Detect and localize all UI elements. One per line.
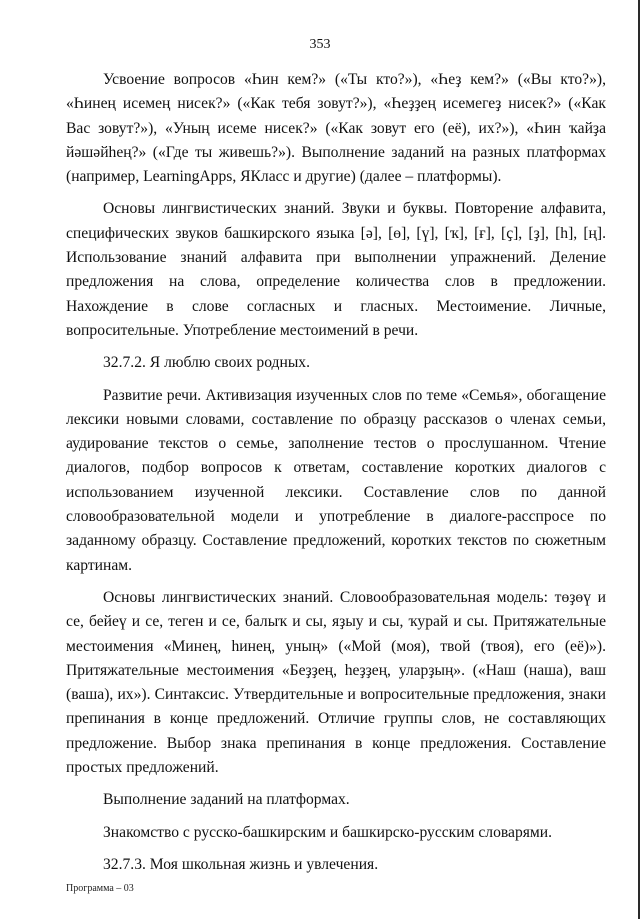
page-footer: Программа – 03 (66, 883, 134, 894)
page-number: 353 (309, 37, 331, 52)
paragraph-dictionaries: Знакомство с русско-башкирским и башкирско-русским словарями. (103, 823, 553, 841)
page-body (66, 68, 606, 877)
paragraph-linguistics-sounds: Основы лингвистических знаний. Звуки и буквы. Повторение алфавита, специфических звуков башкирского языка [ә], [ө], [ү], [ҡ], [ғ], [ҫ], [ҙ], [һ], [ң]. Использование знаний алфавита при выполнении упражнений. Деление предложения на слова, определение количества слов в предложении. Нахождение в слове согласных и гласных. Местоимение. Личные, вопросительные. Употребление местоимений в речи. (66, 200, 606, 339)
paragraph-speech-development: Развитие речи. Активизация изученных слов по теме «Семья», обогащение лексики новыми словами, составление по образцу рассказов о членах семьи, аудирование текстов о семье, заполнение тестов о прослушанном. Чтение диалогов, подбор вопросов к ответам, составление коротких диалогов с использованием изученной лексики. Составление слов по данной словообразовательной модели и употребление в диалоге-расспросе по заданному образцу. Составление предложений, коротких текстов по сюжетным картинам. (66, 386, 606, 574)
section-heading-32-7-3: 32.7.3. Моя школьная жизнь и увлечения. (103, 855, 379, 873)
paragraph-linguistics-wordformation: Основы лингвистических знаний. Словообразовательная модель: төҙөү и се, бейеү и се, теген и се, балыҡ и сы, яҙыу и сы, ҡурай и сы. Притяжательные местоимения «Минең, һинең, уның» («Мой (моя), твой (твоя), его (её)»). Притяжательные местоимения «Беҙҙең, һеҙҙең, уларҙың». («Наш (наша), ваш (ваша), их»). Синтаксис. Утвердительные и вопросительные предложения, знаки препинания в конце предложений. Отличие группы слов, не составляющих предложение. Выбор знака препинания в конце предложения. Составление простых предложений. (66, 588, 606, 777)
section-heading-32-7-2: 32.7.2. Я люблю своих родных. (103, 354, 310, 372)
paragraph-platform-tasks: Выполнение заданий на платформах. (103, 791, 350, 809)
paragraph-questions: Усвоение вопросов «Һин кем?» («Ты кто?»), «Һеҙ кем?» («Вы кто?»), «Һинең исемең нисек?» («Как тебя зовут?»), «Һеҙҙең исемегеҙ нисек?» («Как Вас зовут?»), «Уның исеме нисек?» («Как зовут его (её), их?»), «Һин ҡайҙа йәшәйһең?» («Где ты живешь?»). Выполнение заданий на разных платформах (например, LearningApps, ЯКласс и другие) (далее – платформы). (66, 71, 606, 186)
